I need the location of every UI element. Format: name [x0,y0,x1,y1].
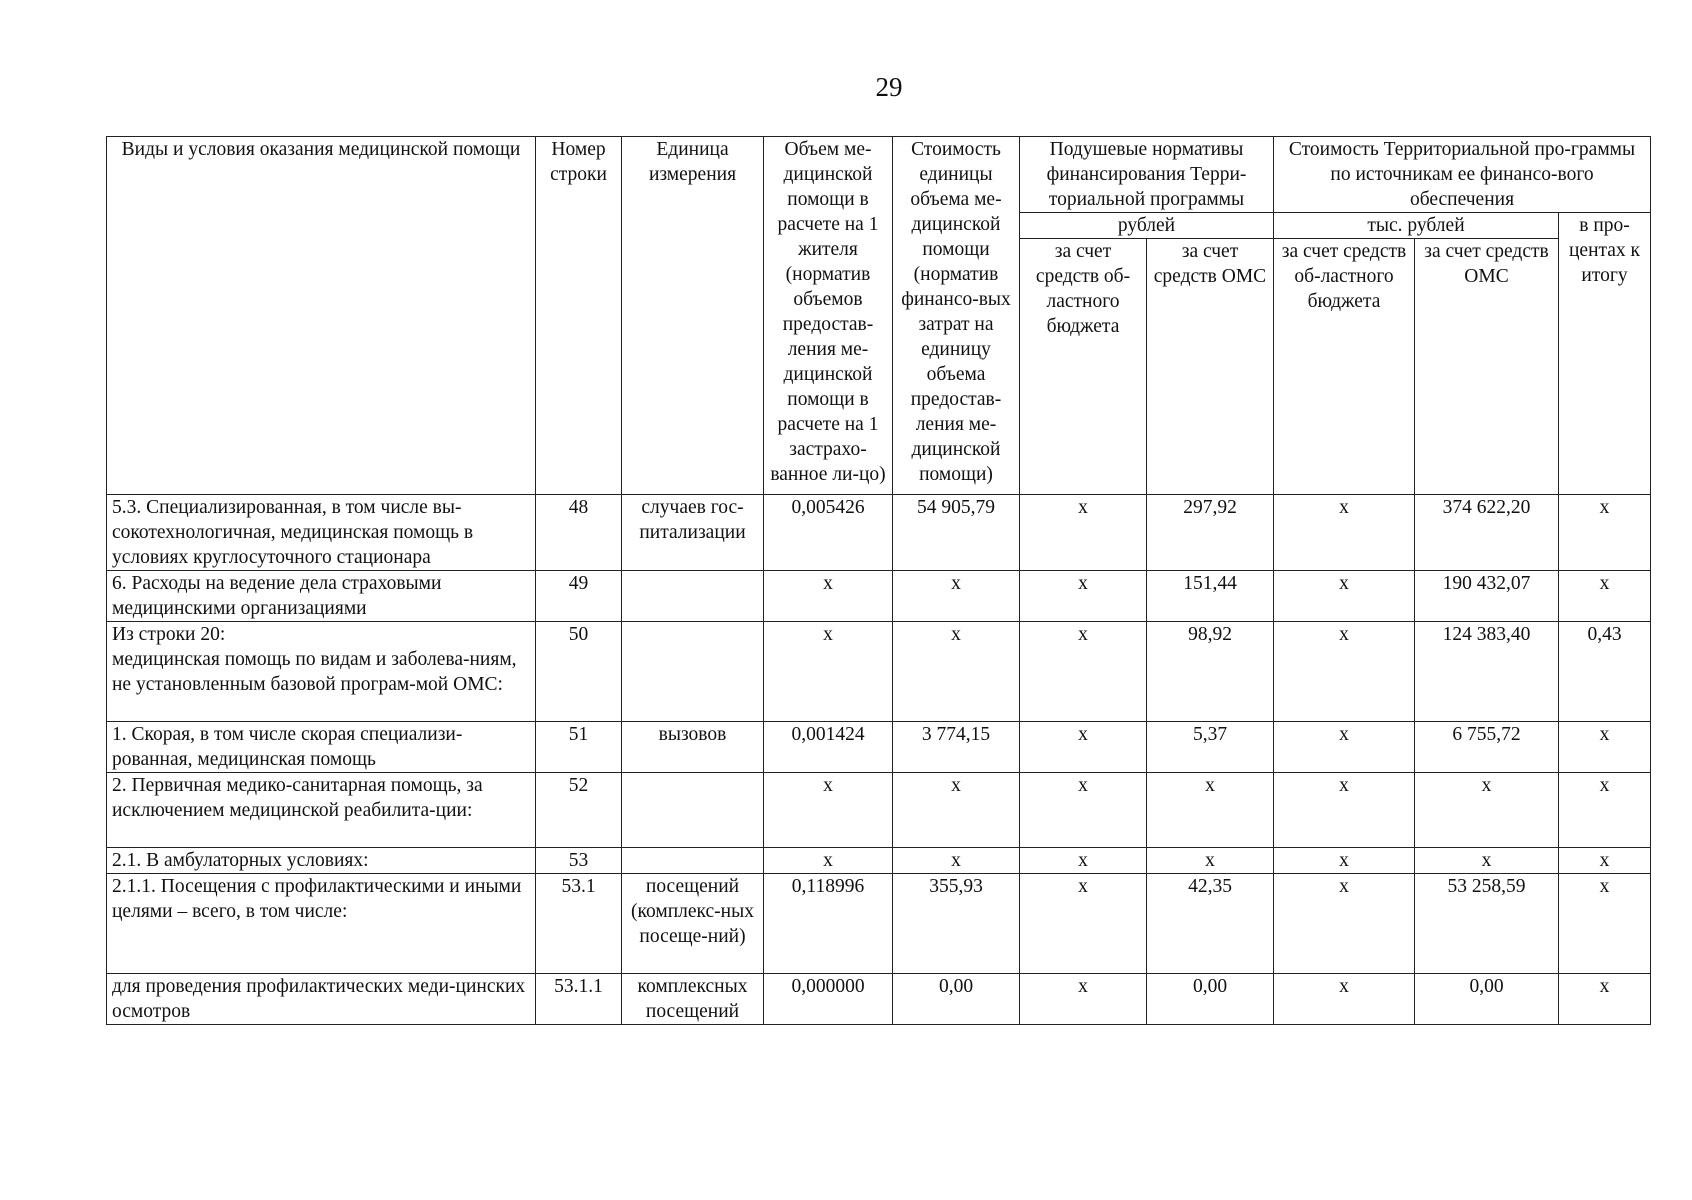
table-row [107,874,1651,974]
cell-unit [622,622,764,722]
cell-row-number: 49 [536,571,622,622]
cell-volume: х [764,848,893,874]
cell-volume: 0,118996 [764,874,893,974]
header-per-capita-group: Подушевые нормативы финансирования Терри-ториальной программы [1020,137,1274,213]
cell-row-number: 53 [536,848,622,874]
cell-name: 2.1.1. Посещения с профилактическими и иными целями – всего, в том числе: [107,874,536,974]
table-row [107,848,1651,874]
cell-percent: х [1559,874,1651,974]
cell-total-budget: х [1274,874,1415,974]
cell-volume: 0,005426 [764,495,893,571]
cell-per-capita-budget: х [1020,974,1147,1025]
cell-volume: х [764,622,893,722]
cell-volume: 0,001424 [764,722,893,773]
header-kinds: Виды и условия оказания медицинской помощи [107,137,536,495]
cell-per-capita-budget: х [1020,848,1147,874]
cell-percent: х [1559,722,1651,773]
cell-percent: х [1559,848,1651,874]
cell-unit-cost: 355,93 [893,874,1020,974]
cell-total-budget: х [1274,571,1415,622]
header-volume: Объем ме-дицинской помощи в расчете на 1 жителя (норматив объемов предостав-ления ме-дицинской помощи в расчете на 1 застрахо-ванное ли-цо) [764,137,893,495]
cell-name: 2.1. В амбулаторных условиях: [107,848,536,874]
table-row [107,571,1651,622]
table-row [107,622,1651,722]
table-row [107,974,1651,1025]
cell-total-budget: х [1274,722,1415,773]
cell-total-oms: 53 258,59 [1415,874,1559,974]
cell-volume: 0,000000 [764,974,893,1025]
cell-unit-cost: х [893,848,1020,874]
cell-unit: посещений (комплекс-ных посеще-ний) [622,874,764,974]
cell-percent: х [1559,773,1651,848]
cell-unit-cost: 0,00 [893,974,1020,1025]
page-number: 29 [875,72,903,102]
cell-per-capita-budget: х [1020,874,1147,974]
cell-total-budget: х [1274,974,1415,1025]
cell-unit [622,773,764,848]
cell-total-oms: 124 383,40 [1415,622,1559,722]
cell-unit [622,571,764,622]
cell-unit: случаев гос-питализации [622,495,764,571]
table-row [107,495,1651,571]
cell-total-oms: 190 432,07 [1415,571,1559,622]
cell-total-budget: х [1274,495,1415,571]
cell-per-capita-oms: х [1147,848,1274,874]
cell-unit [622,848,764,874]
cell-per-capita-oms: х [1147,773,1274,848]
cell-per-capita-oms: 5,37 [1147,722,1274,773]
cell-row-number: 50 [536,622,622,722]
header-thousand-rubles: тыс. рублей [1274,213,1559,239]
cell-name: 2. Первичная медико-санитарная помощь, за исключением медицинской реабилита-ции: [107,773,536,848]
cell-name: 5.3. Специализированная, в том числе вы-сокотехнологичная, медицинская помощь в условиях круглосуточного стационара [107,495,536,571]
header-rubles: рублей [1020,213,1274,239]
cell-name: Из строки 20: медицинская помощь по видам и заболева-ниям, не установленным базовой програм-мой ОМС: [107,622,536,722]
cell-total-oms: 0,00 [1415,974,1559,1025]
cell-per-capita-oms: 151,44 [1147,571,1274,622]
cell-unit-cost: х [893,622,1020,722]
table-row [107,773,1651,848]
cell-per-capita-oms: 98,92 [1147,622,1274,722]
cell-per-capita-budget: х [1020,622,1147,722]
table-body [107,495,1651,1025]
cell-total-oms: х [1415,848,1559,874]
header-thous-budget: за счет средств об-ластного бюджета [1274,239,1415,495]
cell-total-oms: х [1415,773,1559,848]
cell-unit-cost: 54 905,79 [893,495,1020,571]
cell-unit-cost: х [893,773,1020,848]
cell-name: для проведения профилактических меди-цинских осмотров [107,974,536,1025]
header-program-cost-group: Стоимость Территориальной про-граммы по источникам ее финансо-вого обеспечения [1274,137,1651,213]
cell-per-capita-oms: 297,92 [1147,495,1274,571]
cell-name: 6. Расходы на ведение дела страховыми медицинскими организациями [107,571,536,622]
cell-percent: х [1559,495,1651,571]
cell-total-oms: 6 755,72 [1415,722,1559,773]
header-unit: Единица измерения [622,137,764,495]
cell-per-capita-oms: 0,00 [1147,974,1274,1025]
table-header [107,137,1651,495]
header-rub-budget: за счет средств об-ластного бюджета [1020,239,1147,495]
cell-unit-cost: 3 774,15 [893,722,1020,773]
cell-per-capita-budget: х [1020,773,1147,848]
cell-total-oms: 374 622,20 [1415,495,1559,571]
cell-row-number: 51 [536,722,622,773]
cell-unit: вызовов [622,722,764,773]
cell-row-number: 53.1 [536,874,622,974]
cell-percent: х [1559,974,1651,1025]
cell-row-number: 48 [536,495,622,571]
cell-percent: 0,43 [1559,622,1651,722]
header-unit-cost: Стоимость единицы объема ме-дицинской помощи (норматив финансо-вых затрат на единицу объема предостав-ления ме-дицинской помощи) [893,137,1020,495]
cell-percent: х [1559,571,1651,622]
header-thous-oms: за счет средств ОМС [1415,239,1559,495]
cell-volume: х [764,571,893,622]
header-rub-oms: за счет средств ОМС [1147,239,1274,495]
header-row-number: Номер строки [536,137,622,495]
cell-per-capita-budget: х [1020,495,1147,571]
cell-volume: х [764,773,893,848]
table-row [107,722,1651,773]
header-percent: в про-центах к итогу [1559,213,1651,495]
cell-total-budget: х [1274,848,1415,874]
cell-unit-cost: х [893,571,1020,622]
cell-per-capita-budget: х [1020,722,1147,773]
cell-row-number: 53.1.1 [536,974,622,1025]
cell-name: 1. Скорая, в том числе скорая специализи-рованная, медицинская помощь [107,722,536,773]
financing-table [106,136,1651,1025]
cell-total-budget: х [1274,622,1415,722]
cell-row-number: 52 [536,773,622,848]
cell-total-budget: х [1274,773,1415,848]
cell-per-capita-oms: 42,35 [1147,874,1274,974]
cell-unit: комплексных посещений [622,974,764,1025]
cell-per-capita-budget: х [1020,571,1147,622]
